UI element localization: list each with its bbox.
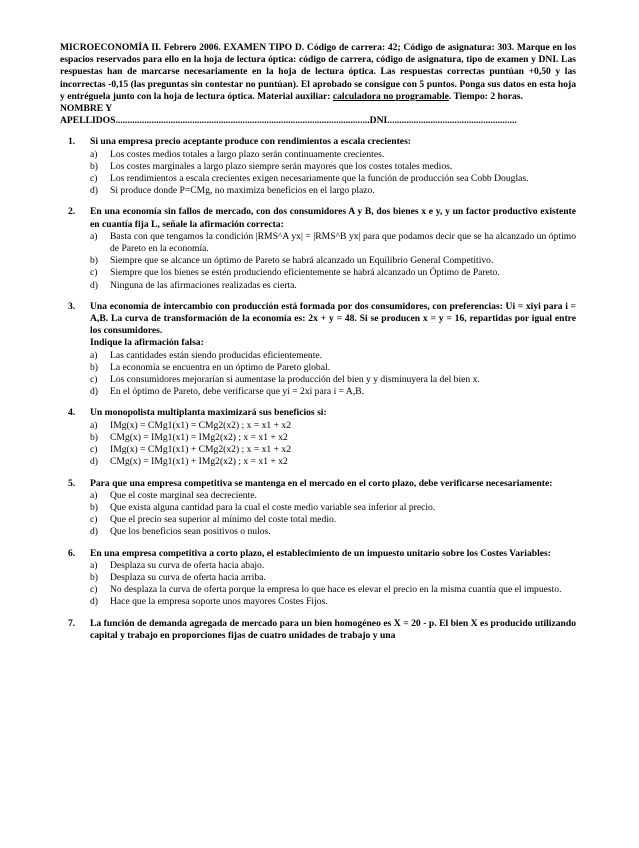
option-letter: b) <box>90 255 98 267</box>
answer-option <box>60 584 576 596</box>
option-text: No desplaza la curva de oferta porque la empresa lo que hace es elevar el precio en la misma cuantía que el impuesto. <box>110 584 562 596</box>
answer-option <box>60 432 576 444</box>
answer-option <box>60 267 576 279</box>
question-number: 5. <box>68 477 76 489</box>
answer-option <box>60 161 576 173</box>
option-text: Basta con que tengamos la condición |RMS^A yx| = |RMS^B yx| para que podamos decir que se ha alcanzado un óptimo de Pareto en la economía. <box>110 230 576 255</box>
answer-option <box>60 502 576 514</box>
answer-option <box>60 420 576 432</box>
option-letter: c) <box>90 584 98 596</box>
instructions-time: . Tiempo: 2 horas. <box>448 90 523 102</box>
answer-option <box>60 173 576 185</box>
question-3 <box>60 301 576 399</box>
question-7 <box>60 618 576 642</box>
question-number: 2. <box>68 206 76 218</box>
answer-option <box>60 456 576 468</box>
answer-option <box>60 526 576 538</box>
answer-option <box>60 149 576 161</box>
question-1 <box>60 136 576 197</box>
option-letter: c) <box>90 173 98 185</box>
option-letter: b) <box>90 361 98 373</box>
option-text: Los costes medios totales a largo plazo serán continuamente crecientes. <box>110 148 385 160</box>
question-number: 3. <box>68 300 76 312</box>
option-text: Siempre que se alcance un óptimo de Pareto se habrá alcanzado un Equilibrio General Competitivo. <box>110 255 494 267</box>
question-number: 6. <box>68 547 76 559</box>
surname-dni-line: APELLIDOS..........................................................................................................DNI...................................................... <box>60 115 517 127</box>
answer-option <box>60 350 576 362</box>
option-text: Que exista alguna cantidad para la cual el coste medio variable sea inferior al precio. <box>110 501 436 513</box>
exam-page <box>60 42 576 642</box>
option-letter: c) <box>90 267 98 279</box>
option-text: Que el precio sea superior al mínimo del coste total medio. <box>110 514 337 526</box>
option-text: IMg(x) = CMg1(x1) + CMg2(x2) ; x = x1 + x2 <box>110 444 291 456</box>
question-number: 4. <box>68 407 76 419</box>
answer-option <box>60 560 576 572</box>
question-number: 1. <box>68 136 76 148</box>
option-text: Ninguna de las afirmaciones realizadas es cierta. <box>110 279 297 291</box>
question-text: La función de demanda agregada de mercado para un bien homogéneo es X = 20 - p. El bien X es producido utilizando capital y trabajo en proporciones fijas de cuatro unidades de trabajo y una <box>90 617 576 641</box>
question-head <box>60 618 576 642</box>
question-text: En una empresa competitiva a corto plazo, el establecimiento de un impuesto unitario sobre los Costes Variables: <box>90 547 551 559</box>
option-letter: c) <box>90 444 98 456</box>
option-letter: b) <box>90 431 98 443</box>
question-5 <box>60 478 576 539</box>
option-letter: d) <box>90 526 98 538</box>
answer-option <box>60 280 576 292</box>
option-letter: b) <box>90 571 98 583</box>
question-head <box>60 548 576 560</box>
question-text: Un monopolista multiplanta maximizará sus beneficios si: <box>90 407 327 419</box>
answer-option <box>60 386 576 398</box>
answer-option <box>60 596 576 608</box>
auxiliary-material: calculadora no programable <box>332 90 449 102</box>
question-head <box>60 478 576 490</box>
answer-option <box>60 572 576 584</box>
answer-option <box>60 231 576 255</box>
option-text: IMg(x) = CMg1(x1) = CMg2(x2) ; x = x1 + x2 <box>110 419 291 431</box>
option-letter: b) <box>90 160 98 172</box>
exam-instructions <box>60 42 576 103</box>
option-letter: a) <box>90 230 98 242</box>
question-head <box>60 301 576 338</box>
answer-option <box>60 255 576 267</box>
answer-option <box>60 490 576 502</box>
option-text: Que el coste marginal sea decreciente. <box>110 489 257 501</box>
instructions-text: MICROECONOMÍA II. Febrero 2006. EXAMEN TIPO D. Código de carrera: 42; Código de asignatura: 303. Marque en los espacios reservados para ello en la hoja de lectura óptica: código de carrera, código de asignatura, tipo de examen y DNI. Las respuestas han de marcarse necesariamente en la hoja de lectura óptica. Las respuestas correctas puntúan +0,50 y las incorrectas -0,15 (las preguntas sin contestar no puntúan). El aprobado se consigue con 5 puntos. Ponga sus datos en esta hoja y entréguela junto con la hoja de lectura óptica. Material auxiliar: <box>60 42 576 102</box>
option-letter: a) <box>90 559 98 571</box>
option-letter: a) <box>90 489 98 501</box>
answer-option <box>60 374 576 386</box>
answer-option <box>60 514 576 526</box>
option-text: CMg(x) = IMg1(x1) + IMg2(x2) ; x = x1 + x2 <box>110 456 288 468</box>
question-2 <box>60 206 576 291</box>
answer-option <box>60 362 576 374</box>
option-text: En el óptimo de Pareto, debe verificarse que yi = 2xi para i = A,B. <box>110 386 365 398</box>
option-letter: d) <box>90 386 98 398</box>
question-number: 7. <box>68 617 76 629</box>
answer-option <box>60 185 576 197</box>
name-label: NOMBRE Y <box>60 103 113 115</box>
option-text: Los consumidores mejorarían si aumentase la producción del bien y y disminuyera la del bien x. <box>110 374 480 386</box>
option-letter: d) <box>90 279 98 291</box>
option-letter: a) <box>90 148 98 160</box>
option-letter: a) <box>90 349 98 361</box>
option-text: Desplaza su curva de oferta hacia arriba. <box>110 571 266 583</box>
question-head <box>60 136 576 148</box>
option-letter: d) <box>90 456 98 468</box>
option-text: CMg(x) = IMg1(x1) = IMg2(x2) ; x = x1 + x2 <box>110 431 288 443</box>
option-text: Las cantidades están siendo producidas eficientemente. <box>110 349 323 361</box>
option-letter: d) <box>90 185 98 197</box>
question-text: Si una empresa precio aceptante produce con rendimientos a escala crecientes: <box>90 136 411 148</box>
option-letter: b) <box>90 501 98 513</box>
question-4 <box>60 407 576 468</box>
option-letter: d) <box>90 596 98 608</box>
option-letter: c) <box>90 514 98 526</box>
option-text: Desplaza su curva de oferta hacia abajo. <box>110 559 265 571</box>
question-text: Una economía de intercambio con producción está formada por dos consumidores, con preferencias: Ui = xiyi para i = A,B. La curva de transformación de la economía es: 2x + y = 48. Si se producen x = y = 16, repartidas por igual entre los consumidores. <box>90 300 576 337</box>
question-text: Para que una empresa competitiva se mantenga en el mercado en el corto plazo, debe verificarse necesariamente: <box>90 477 553 489</box>
question-head <box>60 206 576 230</box>
question-6 <box>60 548 576 609</box>
option-text: Que los beneficios sean positivos o nulos. <box>110 526 271 538</box>
question-text: En una economía sin fallos de mercado, con dos consumidores A y B, dos bienes x e y, y un factor productivo existente en cuantía fija L, señale la afirmación correcta: <box>90 206 576 230</box>
question-list <box>60 136 576 642</box>
answer-option <box>60 444 576 456</box>
question-head <box>60 407 576 419</box>
option-text: Siempre que los bienes se estén produciendo eficientemente se habrá alcanzado un Óptimo de Pareto. <box>110 267 500 279</box>
option-letter: a) <box>90 419 98 431</box>
question-instruction: Indique la afirmación falsa: <box>90 337 204 349</box>
option-text: Hace que la empresa soporte unos mayores Costes Fijos. <box>110 596 328 608</box>
option-text: La economía se encuentra en un óptimo de Pareto global. <box>110 361 331 373</box>
option-text: Los costes marginales a largo plazo siempre serán mayores que los costes totales medios. <box>110 160 453 172</box>
option-text: Si produce donde P=CMg, no maximiza beneficios en el largo plazo. <box>110 185 375 197</box>
option-text: Los rendimientos a escala crecientes exigen necesariamente que la función de producción sea Cobb Douglas. <box>110 173 529 185</box>
option-letter: c) <box>90 374 98 386</box>
